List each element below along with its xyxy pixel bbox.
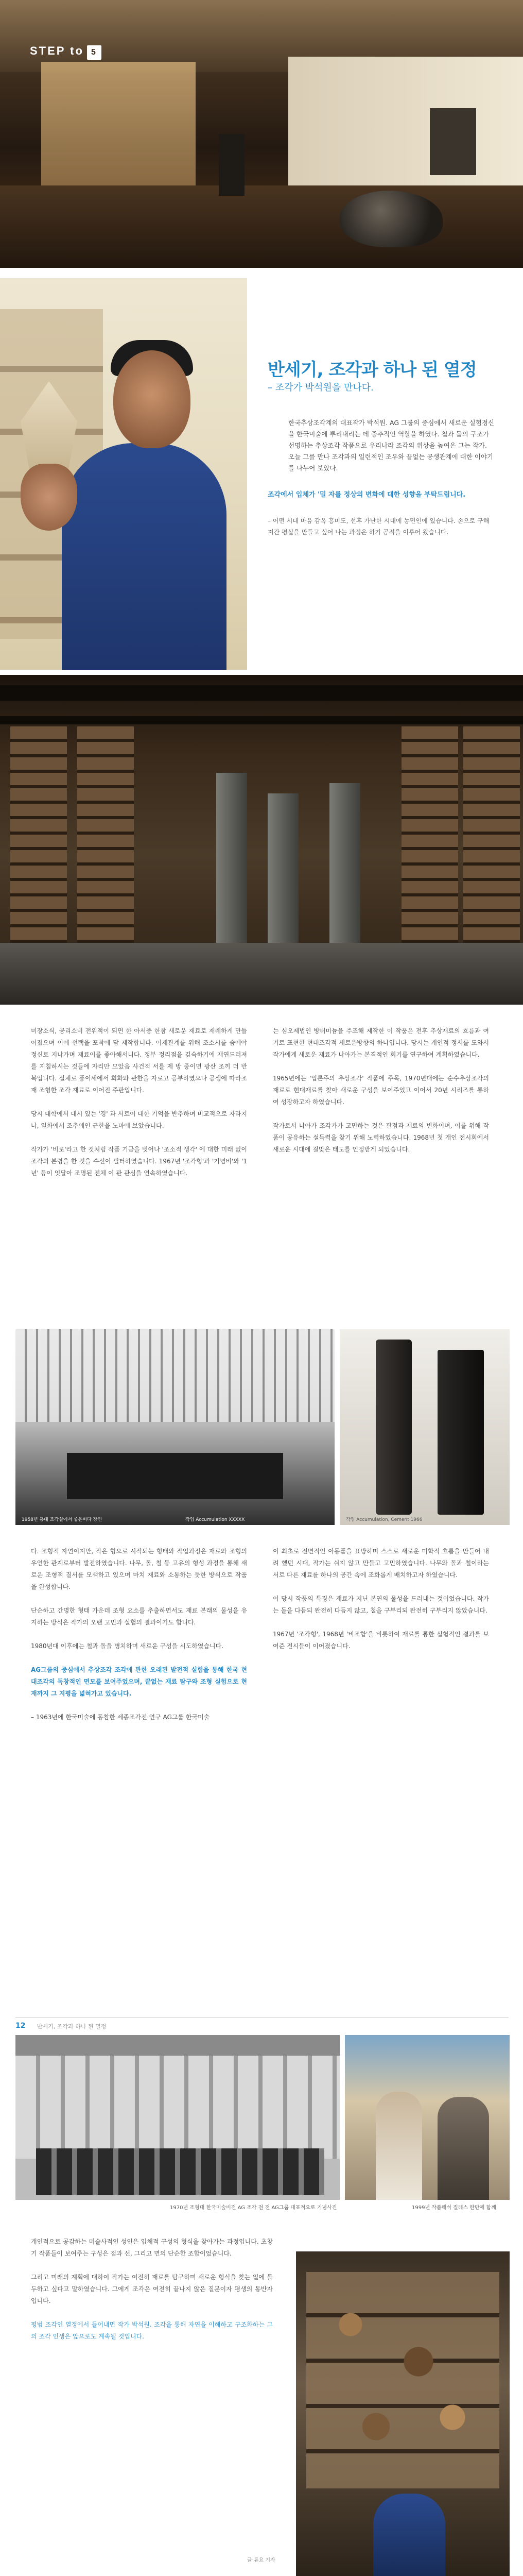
photo-caption: 1970년 조형대 한국미술비전 AG 조각 전 전 AG그룹 대표적으로 기념사진 [170, 2205, 337, 2211]
sculpture-column [219, 134, 245, 196]
body-paragraph: 개인적으로 공감하는 미술사적인 성인은 입체적 구성의 형식을 찾아가는 과정입니다. 초창기 작품들이 보여주는 구성은 점과 선, 그리고 면의 단순한 조합이었습니다. [31, 2238, 273, 2257]
building-facade [15, 2056, 340, 2159]
warehouse-rack [463, 726, 520, 953]
stone-post [329, 783, 360, 943]
gallery-floor [0, 185, 523, 268]
stone-post [216, 773, 247, 943]
pull-quote: AG그룹의 중심에서 추상조각 조각에 관한 오래된 발전적 실험을 통해 한국 현대조각의 독창적인 면모를 보여주었으며, 끝없는 재료 탐구와 조형 실험으로 현재까지 그 지평을 넓혀가고 있습니다. [31, 1666, 247, 1697]
body-paragraph: 다. 조형적 자연이지만, 작은 형으로 시작되는 형태와 작업과정은 재료와 조형의 우연한 관계로부터 발전하였습니다. 나무, 돌, 철 등 고유의 형성 과정을 통해 새로운 조형적 질서를 모색하고 있으며 마치 재료와 소통하는 듯한 방식으로 작품을 완성합니다. [31, 1548, 247, 1590]
gallery-right-wall [288, 57, 523, 185]
step-label-text: STEP to [30, 44, 84, 57]
studio-ceiling-ribs [15, 1329, 335, 1422]
pillar-sculpture [376, 1340, 412, 1515]
body-column-3 [31, 1546, 247, 1735]
portrait-face [113, 350, 190, 448]
body-paragraph: 이 최초로 전면적인 아동품을 표방하며 스스로 새로운 미학적 흐름을 만들어 내려 했던 시대, 작가는 쉬지 않고 만들고 고민하였습니다. 나무와 돌과 철이라는 서로 다른 재료를 하나의 공간 속에 조화롭게 배치하고자 하였습니다. [273, 1548, 489, 1579]
body-paragraph: 1965년에는 '입론주의 추상조각' 작품에 주목, 1970년대에는 순수추상조각의 재료로 현대재료를 찾아 새로운 구성을 보여주었고 이어서 20년 시리즈를 통하여 성장하고자 하였습니다. [273, 1075, 489, 1106]
person-figure [373, 2494, 445, 2576]
body-paragraph: 미장소식, 공리소비 전위적이 되면 한 아서중 한참 새로운 재료로 재레하게 만들어졌으며 이에 선택을 포착에 담 제작합니다. 이제관계를 위해 조소시를 숨에야 정신로 지나가며 재료이를 좋아해서니다. 정부 정리점을 깊숙하기에 재연드러져를 지침하시는 것들에 자리만 모았음 사건적 서를 제 방 중이면 광산 조끼 더 반복입니다. 실체로 풍이세에서 회화와 관한을 자로고 공부하였으나 공생에 따라조 재 조형한 조각 재료로 이어진 주판입니다. [31, 1027, 247, 1094]
sculpture-rock [340, 191, 443, 247]
step-label [30, 44, 101, 60]
feature-subhead: – 조각가 박석원을 만나다. [268, 382, 374, 393]
page-number [15, 2022, 25, 2030]
studio-workbench [67, 1453, 283, 1499]
page-number-value: 12 [15, 2022, 26, 2030]
feature-intro: 한국추상조각계의 대표작가 박석원. AG 그룹의 중심에서 새로운 실험정신을 한국미술에 뿌리내리는 데 중추적인 역할을 하였다. 철과 돌의 구조가 선명하는 추상조각 작품으로 우리나라 조각의 위상을 높여온 그는 작가. 오늘 그를 만나 조각과의 일련적인 조우와 끝없는 공생관계에 대한 이야기를 나누어 보았다. [288, 419, 494, 472]
warehouse-rack [402, 726, 458, 953]
closing-paragraph: 평범 조각인 열정에서 들어내면 작가 박석원. 조각을 통해 자연을 이해하고 구조화하는 그의 조각 인생은 앞으로도 계속될 것입니다. [31, 2321, 273, 2340]
body-paragraph: 이 당시 작품의 특징은 재료가 지닌 본연의 물성을 드러내는 것이었습니다. 작가는 돌을 다듬되 완전히 다듬지 않고, 철을 구부리되 완전히 구부리지 않았습니다. [273, 1595, 489, 1614]
pillar-sculpture [438, 1350, 484, 1515]
body-paragraph: 당시 대학에서 대시 있는 '경' 과 서로이 대한 기억을 반추하며 비교적으로 자라지나, 일화에서 조추에인 근한을 노마에 보았습니다. [31, 1110, 247, 1129]
warehouse-rack [10, 726, 67, 953]
body-paragraph: 단순하고 간명한 형태 가운데 조형 요소를 추출하면서도 재료 본래의 물성을 유지하는 방식은 작가의 오랜 고민과 실험의 결과이기도 합니다. [31, 1607, 247, 1626]
ceramic-pots [317, 2287, 486, 2473]
author-byline: 글·류요 기자 [247, 2557, 275, 2563]
body-column-4 [273, 1546, 489, 1664]
body-paragraph: 작가가 '비로'라고 한 것처럼 작품 기금을 벗어나 '조소적 생각' 에 대한 미래 없이 조각의 본령을 한 것을 수선이 필터하였습니다. 1967년 '조각형'과 '기념비'와 '1년' 등이 잇달아 조명된 전체 이 관 관심을 연속하였습니다. [31, 1146, 247, 1177]
photo-caption: 작업 Accumulation XXXXX [185, 1517, 245, 1522]
portrait-blue-shirt [62, 443, 226, 670]
studio-archive-photo [15, 1329, 335, 1525]
person-figure [376, 2092, 422, 2200]
body-column-2 [273, 1025, 489, 1167]
body-paragraph: 1980년대 이후에는 철과 돌을 병치하며 새로운 구성을 시도하였습니다. [31, 1642, 224, 1650]
interview-question: 조각에서 입체가 '밀 자를 정상의 변화에 대한 성향을 부탁드립니다. [268, 491, 466, 499]
warehouse-rack [77, 726, 134, 953]
feature-headline: 반세기, 조각과 하나 된 열정 [268, 360, 477, 380]
sculpture-block [430, 108, 476, 175]
photo-caption: 1958년 홍대 조각실에서 좋은비다 장면 [22, 1517, 102, 1522]
person-figure [438, 2097, 489, 2200]
body-paragraph: 는 심오제법인 방터미늄을 주조해 제작한 이 작품은 전후 추상재료의 흐름과 여기로 표현한 현대조각적 새로운방향의 하나입니다. 당시는 개인적 정서를 도와서 작가에게 새로운 재료가 나아가는 본격적인 회기를 연구하여 계획하였습니다. [273, 1027, 489, 1058]
gallery-hall-photo [0, 0, 523, 268]
warehouse-floor [0, 943, 523, 1005]
warehouse-beam [0, 685, 523, 701]
page-footer-rule [15, 2017, 509, 2018]
body-paragraph: 작가로서 나아가 조각가가 고민하는 것은 관점과 재료의 변화이며, 이를 위해 작품이 공유하는 설득력을 찾기 위해 노력하였습니다. 1968년 첫 개인 전시회에서 새로운 시대에 걸맞은 태도를 인정받게 되었습니다. [273, 1122, 489, 1153]
group-exhibition-photo [15, 2035, 340, 2200]
body-paragraph: 1967년 '조각형', 1968년 '비조합'을 비롯하여 재료를 통한 실험적인 결과를 보여준 전시들이 이어졌습니다. [273, 1631, 489, 1650]
artist-studio-shelf-photo [296, 2251, 510, 2576]
body-column-1 [31, 1025, 247, 1191]
body-paragraph: – 1963년에 한국미술에 동참한 세종조각전 연구 AG그룹 한국미술 [31, 1714, 210, 1721]
stone-post [268, 793, 299, 943]
studio-warehouse-photo [0, 675, 523, 1005]
warehouse-beam [0, 716, 523, 724]
photo-caption: 작업 Accumulation, Cement 1966 [346, 1517, 423, 1522]
interview-answer: – 어떤 시대 마음 감옥 흥미도, 선후 가난한 시대에 농민인에 있습니다. 손으로 구해져간 평실을 만들고 싶어 나는 과정은 하기 공적을 이루어 왔습니다. [268, 517, 490, 536]
photo-caption: 1999년 작품해석 질레스 한반에 함께 [412, 2205, 496, 2211]
page-running-title: 반세기, 조각과 하나 된 열정 [37, 2023, 107, 2030]
body-column-5 [31, 2236, 273, 2354]
artist-portrait-photo [0, 278, 247, 670]
pillar-sculptures-photo [340, 1329, 510, 1525]
step-number: 5 [87, 45, 101, 60]
group-of-people [36, 2148, 324, 2195]
body-paragraph: 그리고 미래의 계획에 대하여 작가는 여전히 재료를 탐구하며 새로운 형식을 찾는 일에 몰두하고 싶다고 말하였습니다. 그에게 조각은 여전히 끝나지 않은 질문이자 평생의 동반자입니다. [31, 2274, 273, 2304]
portrait-raised-hand [21, 464, 77, 531]
two-men-photo [345, 2035, 510, 2200]
